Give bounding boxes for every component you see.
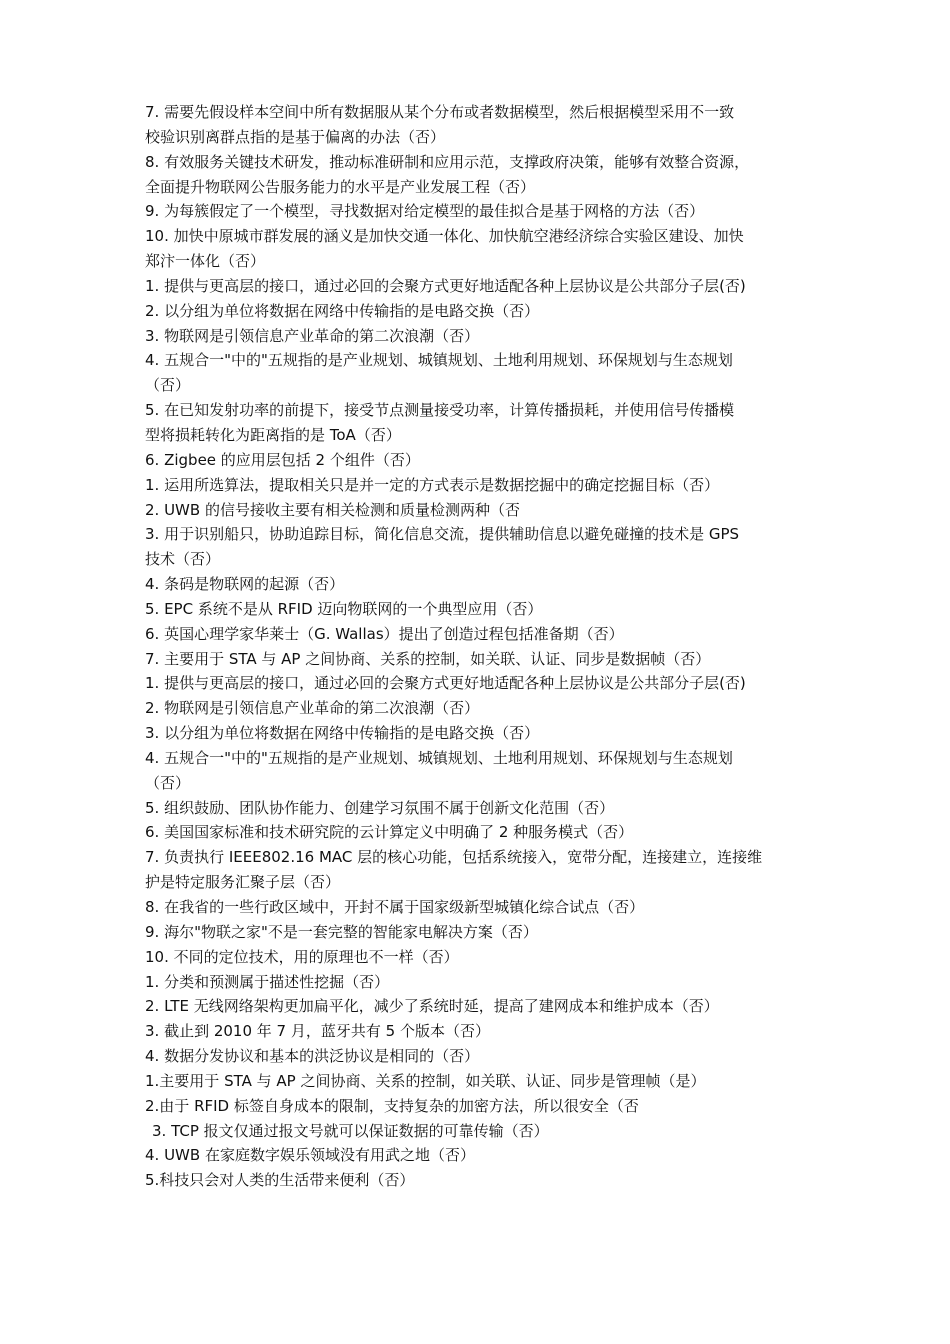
text-line: 4. 五规合一"中的"五规指的是产业规划、城镇规划、土地利用规划、环保规划与生态规划 (145, 351, 733, 370)
text-line: 5. 组织鼓励、团队协作能力、创建学习氛围不属于创新文化范围（否） (145, 798, 615, 817)
text-line: 4. 条码是物联网的起源（否） (145, 575, 345, 594)
text-line: 3. 用于识别船只，协助追踪目标，简化信息交流，提供辅助信息以避免碰撞的技术是 GPS (145, 525, 740, 544)
text-line: 3. 截止到 2010 年 7 月，蓝牙共有 5 个版本（否） (145, 1022, 490, 1041)
text-line: 3. TCP 报文仅通过报文号就可以保证数据的可靠传输（否） (152, 1121, 549, 1140)
text-line: 6. 英国心理学家华莱士（G. Wallas）提出了创造过程包括准备期（否） (145, 624, 624, 643)
text-line: 1. 提供与更高层的接口，通过必回的会聚方式更好地适配各种上层协议是公共部分子层(否) (145, 674, 746, 693)
text-line: （否） (145, 773, 191, 792)
text-line: 护是特定服务汇聚子层（否） (145, 873, 341, 892)
text-line: 8. 在我省的一些行政区域中，开封不属于国家级新型城镇化综合试点（否） (145, 898, 645, 916)
text-line: 5. EPC 系统不是从 RFID 迈向物联网的一个典型应用（否） (145, 599, 543, 618)
text-line: 7. 需要先假设样本空间中所有数据服从某个分布或者数据模型，然后根据模型采用不一致 (145, 103, 735, 121)
text-line: 4. 五规合一"中的"五规指的是产业规划、城镇规划、土地利用规划、环保规划与生态规划 (145, 748, 733, 767)
text-line: （否） (145, 376, 191, 395)
text-line: 5.科技只会对人类的生活带来便利（否） (145, 1171, 415, 1190)
text-line: 1. 提供与更高层的接口，通过必回的会聚方式更好地适配各种上层协议是公共部分子层(否) (145, 276, 746, 295)
text-line: 6. Zigbee 的应用层包括 2 个组件（否） (145, 450, 420, 469)
text-line: 1.主要用于 STA 与 AP 之间协商、关系的控制，如关联、认证、同步是管理帧（是） (145, 1071, 706, 1090)
text-line: 5. 在已知发射功率的前提下，接受节点测量接受功率，计算传播损耗，并使用信号传播模 (145, 401, 735, 420)
text-line: 2. UWB 的信号接收主要有相关检测和质量检测两种（否 (145, 500, 520, 519)
text-line: 4. UWB 在家庭数字娱乐领域没有用武之地（否） (145, 1146, 475, 1165)
text-line: 4. 数据分发协议和基本的洪泛协议是相同的（否） (145, 1047, 480, 1066)
text-line: 技术（否） (145, 550, 221, 569)
text-line: 10. 不同的定位技术，用的原理也不一样（否） (145, 947, 459, 966)
text-line: 2. LTE 无线网络架构更加扁平化，减少了系统时延，提高了建网成本和维护成本（否） (145, 997, 719, 1016)
text-line: 1. 分类和预测属于描述性挖掘（否） (145, 972, 390, 991)
document-page (145, 100, 825, 1193)
text-line: 1. 运用所选算法，提取相关只是并一定的方式表示是数据挖掘中的确定挖掘目标（否） (145, 475, 720, 494)
text-line: 郑汴一体化（否） (145, 252, 266, 271)
text-line: 6. 美国国家标准和技术研究院的云计算定义中明确了 2 种服务模式（否） (145, 823, 634, 842)
text-line: 3. 物联网是引领信息产业革命的第二次浪潮（否） (145, 326, 480, 345)
text-line: 8. 有效服务关键技术研发，推动标准研制和应用示范，支撑政府决策，能够有效整合资源， (145, 152, 750, 171)
text-line: 校验识别离群点指的是基于偏离的办法（否） (145, 127, 446, 146)
text-line: 2. 以分组为单位将数据在网络中传输指的是电路交换（否） (145, 301, 540, 320)
text-line: 10. 加快中原城市群发展的涵义是加快交通一体化、加快航空港经济综合实验区建设、加快 (145, 227, 744, 246)
text-line: 型将损耗转化为距离指的是 ToA（否） (145, 425, 401, 444)
text-line: 7. 主要用于 STA 与 AP 之间协商、关系的控制，如关联、认证、同步是数据帧（否） (145, 649, 711, 668)
text-line: 7. 负责执行 IEEE802.16 MAC 层的核心功能，包括系统接入，宽带分配，连接建立，连接维 (145, 848, 763, 867)
text-line: 3. 以分组为单位将数据在网络中传输指的是电路交换（否） (145, 724, 540, 743)
text-line: 2. 物联网是引领信息产业革命的第二次浪潮（否） (145, 699, 480, 718)
text-line: 全面提升物联网公告服务能力的水平是产业发展工程（否） (145, 177, 536, 196)
text-line: 9. 海尔"物联之家"不是一套完整的智能家电解决方案（否） (145, 922, 538, 941)
text-line: 9. 为每簇假定了一个模型，寻找数据对给定模型的最佳拟合是基于网格的方法（否） (145, 202, 705, 221)
text-line: 2.由于 RFID 标签自身成本的限制，支持复杂的加密方法，所以很安全（否 (145, 1096, 639, 1115)
